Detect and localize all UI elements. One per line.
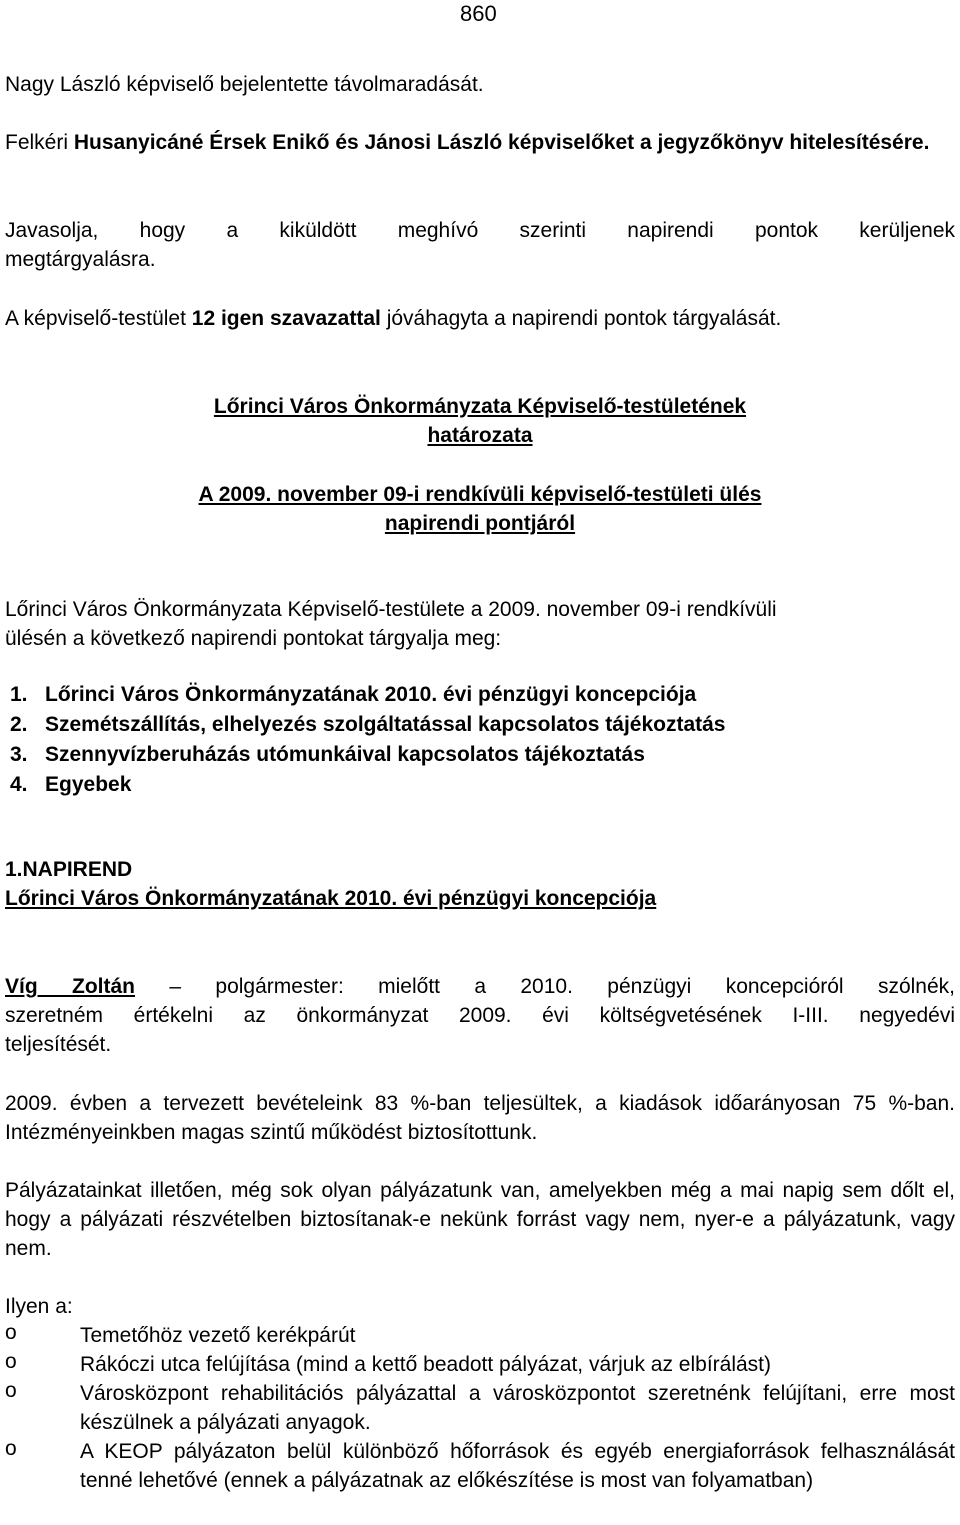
decision-line-1: Lőrinci Város Önkormányzata Képviselő-testülete a 2009. november 09-i rendkívüli xyxy=(5,598,777,621)
vote-count: 12 igen szavazattal xyxy=(191,307,381,330)
authenticator-names: Husanyicáné Érsek Enikő és Jánosi László képviselőket a jegyzőkönyv hitelesítésére. xyxy=(73,131,930,154)
speech-line-3: teljesítését. xyxy=(5,1033,112,1056)
list-item xyxy=(5,1321,955,1350)
vote-result: jóváhagyta a napirendi pontok tárgyalását. xyxy=(380,307,782,330)
agenda-item xyxy=(5,770,726,800)
proposal-line-1: Javasolja, hogy a kiküldött meghívó szerinti napirendi pontok kerüljenek xyxy=(5,219,955,242)
performance-paragraph xyxy=(5,1089,955,1147)
agenda-list xyxy=(5,680,726,800)
agenda-item-number: 2. xyxy=(10,713,28,736)
examples-label: Ilyen a: xyxy=(5,1295,73,1318)
proposal-line-2: megtárgyalásra. xyxy=(5,248,156,271)
agenda-item-number: 1. xyxy=(10,683,28,706)
resolution-subheading xyxy=(5,480,955,538)
resolution-subheading-line-1: A 2009. november 09-i rendkívüli képviselő-testületi ülés xyxy=(198,483,762,506)
page-number: 860 xyxy=(460,1,497,26)
performance-text: 2009. évben a tervezett bevételeink 83 %-ban teljesültek, a kiadások időarányosan 75 %-ban. Intézményeinkben magas szintű működést biztosítottunk. xyxy=(5,1092,955,1144)
list-item xyxy=(5,1437,955,1495)
bullet-circle-icon: o xyxy=(5,1350,17,1373)
resolution-heading-line-1: Lőrinci Város Önkormányzata Képviselő-testületének xyxy=(213,395,747,418)
list-item-text: Városközpont rehabilitációs pályázattal a városközpontot szeretnénk felújítani, erre most készülnek a pályázati anyagok. xyxy=(80,1382,955,1434)
decision-line-2: ülésén a következő napirendi pontokat tárgyalja meg: xyxy=(5,627,502,650)
list-item-text: Temetőhöz vezető kerékpárút xyxy=(80,1324,356,1347)
tender-text: Pályázatainkat illetően, még sok olyan pályázatunk van, amelyekben még a mai napig sem dőlt el, hogy a pályázati részvételben biztosítanak-e nekünk forrást vagy nem, nyer-e a pályázatunk, vagy nem. xyxy=(5,1179,955,1260)
agenda-item-text: Egyebek xyxy=(45,773,132,796)
napirend-title: Lőrinci Város Önkormányzatának 2010. évi pénzügyi koncepciója xyxy=(5,887,657,910)
speech-line-2: szeretném értékelni az önkormányzat 2009. évi költségvetésének I-III. negyedévi xyxy=(5,1004,955,1027)
agenda-item xyxy=(5,680,726,710)
examples-intro xyxy=(5,1292,955,1321)
decision-paragraph xyxy=(5,595,955,653)
bullet-circle-icon: o xyxy=(5,1321,17,1344)
proposal-paragraph xyxy=(5,216,955,274)
agenda-item-number: 4. xyxy=(10,773,28,796)
agenda-item-text: Szemétszállítás, elhelyezés szolgáltatással kapcsolatos tájékoztatás xyxy=(45,713,726,736)
agenda-item-text: Lőrinci Város Önkormányzatának 2010. évi pénzügyi koncepciója xyxy=(45,683,697,706)
agenda-item xyxy=(5,740,726,770)
authenticator-intro: Felkéri xyxy=(5,131,74,154)
bullet-circle-icon: o xyxy=(5,1379,17,1402)
absence-text: Nagy László képviselő bejelentette távolmaradását. xyxy=(5,73,484,96)
speaker-name: Víg Zoltán xyxy=(5,975,136,998)
napirend-label: 1.NAPIREND xyxy=(5,858,133,881)
list-item-text: A KEOP pályázaton belül különböző hőforrások és egyéb energiaforrások felhasználását tenné lehetővé (ennek a pályázatnak az előkészítése is most van folyamatban) xyxy=(80,1440,955,1492)
authenticator-paragraph xyxy=(5,128,955,157)
resolution-heading xyxy=(5,392,955,450)
bullet-circle-icon: o xyxy=(5,1437,17,1460)
list-item xyxy=(5,1350,955,1379)
tender-bullet-list xyxy=(5,1321,955,1495)
list-item xyxy=(5,1379,955,1437)
vote-paragraph xyxy=(5,304,955,333)
list-item-text: Rákóczi utca felújítása (mind a kettő beadott pályázat, várjuk az elbírálást) xyxy=(80,1353,772,1376)
tender-paragraph xyxy=(5,1176,955,1263)
napirend-section-heading xyxy=(5,855,955,913)
agenda-item xyxy=(5,710,726,740)
agenda-item-number: 3. xyxy=(10,743,28,766)
absence-paragraph xyxy=(5,70,955,99)
speech-paragraph xyxy=(5,972,955,1059)
resolution-subheading-line-2: napirendi pontjáról xyxy=(384,512,576,535)
agenda-item-text: Szennyvízberuházás utómunkáival kapcsolatos tájékoztatás xyxy=(45,743,645,766)
speech-line-1: – polgármester: mielőtt a 2010. pénzügyi koncepcióról szólnék, xyxy=(169,975,955,998)
resolution-heading-line-2: határozata xyxy=(427,424,533,447)
vote-intro: A képviselő-testület xyxy=(5,307,192,330)
